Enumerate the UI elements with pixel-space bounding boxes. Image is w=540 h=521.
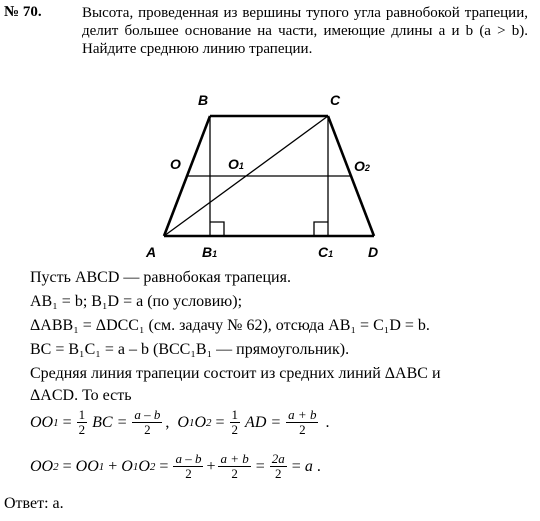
fraction-half: $\frac{1}{2}$	[78, 407, 86, 437]
solution-line-2: AB₁ = b; B₁D = a (по условию);	[30, 293, 243, 310]
solution-line-1: Пусть ABCD — равнобокая трапеция.	[30, 269, 291, 286]
fraction-a-plus-b: $\frac{a + b}{2}$	[288, 407, 317, 437]
fraction-2a: $\frac{2a}{2}$	[271, 451, 285, 481]
solution-line-6: ΔACD. То есть	[30, 387, 132, 404]
right-angle-c1	[314, 222, 328, 236]
label-c: C	[330, 92, 341, 108]
label-c1: C1	[318, 244, 334, 260]
fraction-a-minus-b: $\frac{a - b}{2}$	[134, 407, 161, 437]
fraction-a-plus-b-2: $\frac{a + b}{2}$	[220, 451, 249, 481]
label-d: D	[368, 244, 379, 260]
solution-line-4: BC = B₁C₁ = a – b (BCC₁B₁ — прямоугольник).	[30, 341, 350, 358]
solution-line-5: Средняя линия трапеции состоит из средних линий ΔABC и	[30, 365, 441, 382]
trapezoid-diagram	[130, 86, 390, 266]
formula-midline-parts: OO 1 = $\frac{1}{2}$ BC = $\frac{a - b}{2}$ , O 1 O 2 = $\frac{1}{2}$ AD = $\frac{a + b}{2}$ .	[30, 407, 330, 437]
trapezoid-figure	[130, 86, 390, 271]
fraction-a-minus-b-2: $\frac{a - b}{2}$	[175, 451, 202, 481]
label-a: A	[146, 244, 157, 260]
label-o: O	[170, 156, 181, 172]
solution-line-3: ΔABB₁ = ΔDCC₁ (см. задачу № 62), отсюда AB₁ = C₁D = b.	[30, 317, 430, 334]
label-o1: O1	[228, 156, 244, 172]
label-o2: O2	[354, 158, 370, 174]
formula-midline-total: OO 2 = OO 1 + O 1 O 2 = $\frac{a - b}{2}$ + $\frac{a + b}{2}$ = $\frac{2a}{2}$ = a .	[30, 451, 321, 481]
problem-number: № 70.	[4, 4, 42, 20]
answer: Ответ: a.	[4, 495, 64, 512]
fraction-half-2: $\frac{1}{2}$	[231, 407, 239, 437]
label-b: B	[198, 92, 209, 108]
label-b1: B1	[202, 244, 218, 260]
right-angle-b1	[210, 222, 224, 236]
problem-statement: Высота, проведенная из вершины тупого угла равнобокой трапеции, делит большее основание на части, имеющие длины a и b (a > b). Найдите среднюю линию трапеции.	[82, 5, 528, 57]
